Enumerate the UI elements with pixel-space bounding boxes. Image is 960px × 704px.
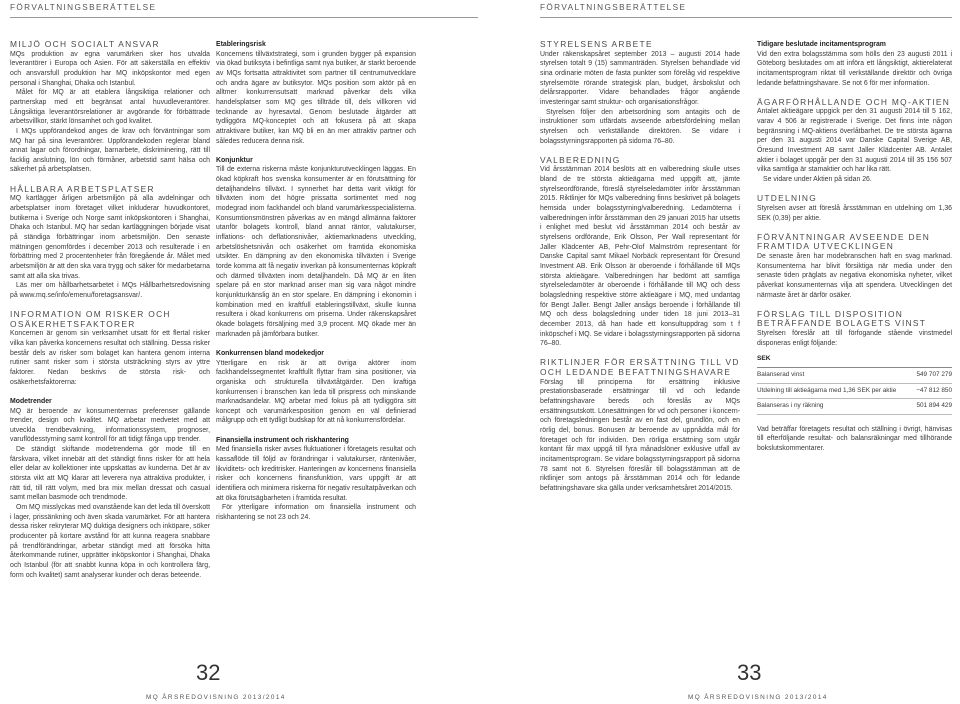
- paragraph: MQ är beroende av konsumenternas preferenser gällande trender, design och kvalitet. MQ arbetar medvetet med att utveckla trendbevakning, informationssystem, prognoser, varuflödesstyrning samt kontroll för att tidigt fånga upp trender.: [10, 407, 210, 444]
- subheading-konjunktur: Konjunktur: [216, 156, 253, 164]
- paragraph: Koncernens tillväxtstrategi, som i grunden bygger på expansion via ökad butiksyta i befintliga samt nya butiker, är starkt beroende av MQs fortsatta attraktivitet som partner till centrumutvecklare och andra ägare av butiksytor. MQs position som aktör på en alltmer konkurrensutsatt marknad påverkar dels vilka handelsplatser som MQ ges tillträde till, dels villkoren vid tecknande av hyresavtal. Genom beslutade åtgärder att tydliggöra MQ-konceptet och att fokusera på att skapa attraktivare butiker, kan MQ bli en än mer attraktiv partner och således reducera denna risk.: [216, 50, 416, 145]
- paragraph: De senaste åren har modebranschen haft en svag marknad. Konsumenterna har blivit försiktiga när media under den senaste tiden präglats av negativa ekonomiska nyheter, vilket påverkat konsumenternas vilja att spendera. Utvecklingen det närmaste året är därför osäker.: [757, 253, 952, 299]
- page-number-right: 33: [737, 660, 762, 685]
- heading-forvantningar: FÖRVÄNTNINGAR AVSEENDE DEN FRAMTIDA UTVECKLINGEN: [757, 231, 931, 252]
- paragraph: För ytterligare information om finansiella instrument och riskhantering se not 23 och 24.: [216, 504, 416, 521]
- paragraph: Antalet aktieägare uppgick per den 31 augusti 2014 till 5 162, varav 4 506 är registrerade i Sverige. Det finns inte någon begränsning i MQ-aktiens överlåtbarhet. De tre största ägarna per den 31 augusti 2014 var Danske Capital Sverige AB, Öresund Investment AB samt Jaller Klädcenter AB. Antalet aktier i bolaget uppgår per den 31 augusti 2014 till 35 156 507 vilka samtliga är stamaktier och har lika rätt.: [757, 108, 952, 174]
- subheading-etablering: Etableringsrisk: [216, 41, 266, 48]
- table-row: [757, 368, 952, 384]
- paragraph: I MQs uppförandekod anges de krav och förväntningar som MQ har på sina leverantörer. Uppförandekoden reglerar bland annat lagar och förordningar, barnarbete, diskriminering, rätt till facklig anslutning, lön och förmåner, arbetstid samt hälsa och säkerhet på arbetsplatsen.: [10, 127, 210, 174]
- table-row: [757, 383, 952, 399]
- report-title-left: MQ ÅRSREDOVISNING 2013/2014: [146, 694, 286, 701]
- paragraph: Se vidare under Aktien på sidan 26.: [763, 176, 872, 184]
- table-row: [757, 399, 952, 415]
- heading-hallbara: HÅLLBARA ARBETSPLATSER: [10, 183, 155, 194]
- heading-forslag: FÖRSLAG TILL DISPOSITION BETRÄFFANDE BOLAGETS VINST: [757, 308, 927, 329]
- running-head-right: FÖRVALTNINGSBERÄTTELSE: [540, 3, 687, 12]
- paragraph: Läs mer om hållbarhetsarbetet i MQs Hållbarhetsredovisning på www.mq.se/info/emenu/foretagsansvar/.: [10, 282, 210, 299]
- header-rule-left: [10, 17, 478, 18]
- heading-utdelning: UTDELNING: [757, 193, 818, 204]
- paragraph: Styrelsen avser att föreslå årsstämman en utdelning om 1,36 SEK (0,39) per aktie.: [757, 204, 952, 222]
- disposition-table: [757, 352, 952, 415]
- paragraph: Om MQ misslyckas med ovanstående kan det leda till överskott i lager, prissänkning och även skada varumärket. För att hantera dessa risker rekryterar MQ duktiga designers och inköpare, söker producenter på kortare avstånd för att kunna reagera snabbare på trendförändringar, arbetar ständigt med att försöka hitta återkommande rutiner, upprätter inköpskontor i Shanghai, Dhaka och Istanbul (för att snabbt kunna köpa in och kontrollera färg, form och kvalitet) samt analyserar kunder och deras beteende.: [10, 504, 210, 579]
- subheading-finansiella: Finansiella instrument och riskhantering: [216, 436, 349, 444]
- paragraph: MQ kartlägger årligen arbetsmiljön på alla avdelningar och arbetsplatser inom företaget vilket inkluderar huvudkontoret, butikerna i Sverige och Norge samt inköpskontoren i Shanghai, Dhaka och Istanbul. MQ har sedan kartläggningen började visat på ständiga förbättringar inom arbetsmiljön. Den senaste mätningen genomfördes i december 2013 och resulterade i en förbättring med 2 procentenheter från föregående år. Målet med arbetsmiljön är att den ska vara trygg och säker för medarbetarna samt att alla ska trivas.: [10, 195, 210, 280]
- column-1: [10, 40, 210, 680]
- table-cell-value: −47 812 850: [912, 383, 952, 399]
- column-4: [757, 40, 952, 680]
- running-head-left: FÖRVALTNINGSBERÄTTELSE: [10, 3, 157, 12]
- paragraph: Ytterligare en risk är att övriga aktörer inom fackhandelssegmentet kraftfullt flyttar fram sina positioner, via organiska och strukturella tillväxtåtgärder. Den kraftiga konkurrensen i branschen kan leda till prispress och minskande marknadsandelar. MQ arbetar med fokus på att tydliggöra sitt koncept och varumärkesposition genom en väl definierad målgrupp och ett tydligt budskap för att nå konkurrensfördelar.: [216, 359, 416, 425]
- heading-agarforhallande: ÄGARFÖRHÅLLANDE OCH MQ-AKTIEN: [757, 96, 951, 107]
- heading-information: INFORMATION OM RISKER OCH OSÄKERHETSFAKTORER: [10, 309, 171, 329]
- paragraph: Vid den extra bolagsstämma som hölls den 23 augusti 2011 i Göteborg beslutades om att införa ett långsiktigt, aktierelaterat incitamentsprogram riktat till verkställande direktör och övriga ledande befattningshavare. Se not 6 för mer information.: [757, 50, 952, 87]
- paragraph: De ständigt skiftande modetrenderna gör mode till en färskvara, vilket innebär att det ständigt finns risker för att hela eller delar av kollektioner inte uppskattas av kunderna. Det är av största vikt att MQ klarar att leverera nya attraktiva produkter, i rätt tid, till rätt volym, med bra mix mellan dressat och casual samt mellan basmode och trendmode.: [10, 446, 210, 502]
- header-rule-right: [540, 17, 952, 18]
- table-cell-value: 501 894 429: [912, 399, 952, 415]
- paragraph: Med finansiella risker avses fluktuationer i företagets resultat och kassaflöde till följd av förändringar i valutakurser, räntenivåer, likviditets- och kreditrisker. Hanteringen av koncernens finansiella risker och koncernens finansfunktion, vars uppgift är att identifiera och minimera riskerna för negativ resultatpåverkan och att öka förutsägbarheten i framtida resultat.: [216, 446, 416, 502]
- report-title-right: MQ ÅRSREDOVISNING 2013/2014: [688, 694, 828, 701]
- paragraph: Styrelsen följer den arbetsordning som antagits och de instruktioner som utfärdats avseende arbetsfördelning mellan styrelsen och verkställande direktören. Se vidare i bolagsstyrningsrapporten på sidorna 76–80.: [540, 108, 740, 145]
- paragraph: Vid årsstämman 2014 beslöts att en valberedning skulle utses bland de tre största aktieägarna med uppgift att, jämte styrelseordförande, föreslå styrelseledamöter inför årsstämman 2015. Riktlinjer för MQs valberedning finns beskrivet på bolagets hemsida under bolagsstyrning/valberedning. Ledamöterna i valberedningen inför årsstämman den 29 januari 2015 har utsetts i enlighet med beslut vid årsstämman 2014 och består av styrelsens ordförande, Erik Olsson, Per Wall representant för Jaller Klädcenter AB, Pehr-Olof Malmström representant för Danske Capital samt Mikael Norbäck representant för Öresund Investment AB. Erik Olsson är oberoende i förhållande till MQs största aktieägare. Valberedningen har bedömt att samtliga styrelseledamöter är oberoende i förhållande till MQ och dess bolagsledning respektive större aktieägare i MQ, med undantag för Bengt Jaller. Bengt Jaller ansågs beroende i förhållande till MQ och dess bolagsledning under tiden 18 juni 2013–31 december 2013, då han hade ett konsultuppdrag som t f inköpschef i MQ. Se vidare i bolagsstyrningsrapporten på sidorna 76–80.: [540, 166, 740, 348]
- table-cell-value: 549 707 279: [912, 368, 952, 384]
- paragraph: Vad beträffar företagets resultat och ställning i övrigt, hänvisas till efterföljande resultat- och balansräkningar med tillhörande bokslutskommentarer.: [757, 425, 952, 452]
- paragraph: Styrelsen föreslår att till förfogande stående vinstmedel disponeras enligt följande:: [757, 330, 952, 347]
- heading-miljo: MILJÖ OCH SOCIALT ANSVAR: [10, 40, 160, 49]
- table-header-sek: SEK: [757, 352, 952, 367]
- heading-valberedning: VALBEREDNING: [540, 154, 621, 165]
- subheading-modetrender: Modetrender: [10, 397, 52, 405]
- table-header-row: [757, 352, 952, 367]
- paragraph: Målet för MQ är att etablera långsiktiga relationer och partnerskap med ett begränsat antal huvudleverantörer. Långsiktiga leverantörsrelationer är avgörande för förbättrade arbetsvillkor, stärkt lönsamhet och god kvalitet.: [10, 89, 210, 126]
- table-cell-label: Balanserad vinst: [757, 368, 912, 384]
- subheading-konkurrens: Konkurrensen bland modekedjor: [216, 349, 324, 357]
- table-cell-label: Utdelning till aktieägarna med 1,36 SEK per aktie: [757, 383, 912, 399]
- heading-styrelsens-arbete: STYRELSENS ARBETE: [540, 40, 653, 49]
- heading-riktlinjer: RIKTLINJER FÖR ERSÄTTNING TILL VD OCH LEDANDE BEFATTNINGSHAVARE: [540, 357, 740, 377]
- paragraph: Under räkenskapsåret september 2013 – augusti 2014 hade styrelsen totalt 9 (15) sammanträden. Styrelsen behandlade vid sina ordinarie möten de fasta punkter som förelåg vid respektive styrelsemöte rörande strategisk plan, budget, årsbokslut och delårsrapporter. Vidare behandlades frågor angående investeringar samt struktur- och organisationsfrågor.: [540, 50, 740, 106]
- table-cell-label: Balanseras i ny räkning: [757, 399, 912, 415]
- column-3: [540, 40, 740, 680]
- subheading-tidigare: Tidigare beslutade incitamentsprogram: [757, 41, 886, 48]
- paragraph: Förslag till principerna för ersättning inklusive prestationsbaserade ersättningar till vd och ledande befattningshavare bereds och föreslås av MQs ersättningsutskott. Lönesättningen för vd och personer i koncern- och företagsledningen består av en fast del, grundlön, och en rörlig del, bonus. Bonusen är beroende av uppnådda mål för företaget och för individen. Den rörliga ersättning som utgår kontant får max uppgå till fyra månadslöner exklusive utfall av incitamentsprogram. Se vidare bolagsstyrningsrapport på sidorna 78 samt not 6. Styrelsen föreslår till bolagsstämman att de riktlinjer som antogs på årsstämman 2014 och för ledande befattningshavare ska gälla under verksamhetsåret 2014/2015.: [540, 378, 740, 492]
- page-number-left: 32: [196, 660, 221, 685]
- column-2: [216, 40, 416, 680]
- paragraph: MQs produktion av egna varumärken sker hos utvalda leverantörer i Europa och Asien. För att säkerställa en effektiv och ansvarsfull produktion har MQ inköpskontor med egen personal i Shanghai, Dhaka och Istanbul.: [10, 50, 210, 87]
- paragraph: Till de externa riskerna måste konjunkturutvecklingen läggas. En ökad köpkraft hos svenska konsumenter är en förutsättning för detaljhandelns tillväxt. I synnerhet har detta varit viktigt för tillväxten inom det högre prissatta sortimentet med nog modegrad inom fackhandel och bland varumärkesspecialisterna. Konsumtionsmönstren påverkas av en mängd allmänna faktorer utanför bolagets kontroll, bland annat räntor, valutakurser, inflations- och deflationsnivåer, aktiemarknadens utveckling, arbetslöshetsnivån och osäkerhet om framtida ekonomiska utsikter. En dämpning av den ekonomiska tillväxten i Sverige torde komma att få negativ inverkan på konsumenternas köpkraft och därmed tillväxten inom detaljhandeln. Då MQ är en liten spelare på en stor marknad anser man sig vara något mindre konjunkturkänslig än en stor spelare. En dämpning i ekonomin i kombination med en kraftfull etableringstillväxt, skulle kunna resultera i ökad konkurrens om priserna. Under räkenskapsåret ökade bolagets försäljning med 3,9 procent. MQ ökade mer än marknaden på jämförbara butiker.: [216, 166, 416, 338]
- paragraph: Koncernen är genom sin verksamhet utsatt för ett flertal risker vilka kan påverka koncernens resultat och ställning. Dessa risker består dels av risker som bolaget kan hantera genom interna rutiner samt risker som i största utsträckning styrs av yttre faktorer. Nedan beskrivs de största risk- och osäkerhetsfaktorerna:: [10, 330, 210, 386]
